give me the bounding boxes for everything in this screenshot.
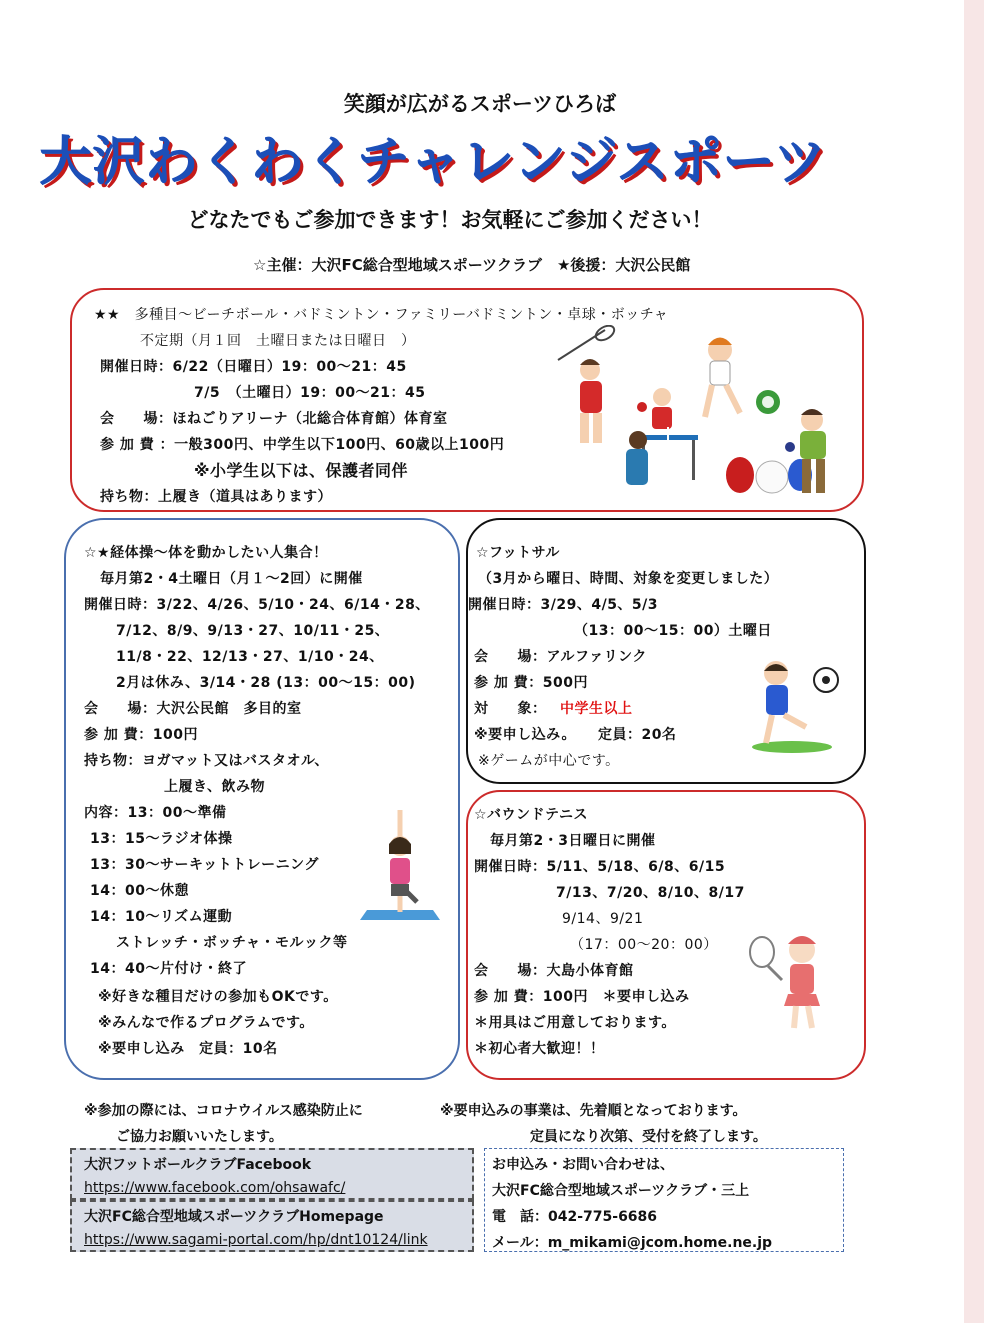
- exercise-belongings: 持ち物：ヨガマット又はバスタオル、: [84, 753, 329, 769]
- tennis-welcome: ＊初心者大歓迎！！: [474, 1041, 605, 1057]
- multi-sport-fee: 参 加 費 ：一般300円、中学生以下100円、60歳以上100円: [100, 437, 505, 453]
- side-strip: [964, 0, 984, 1323]
- note-covid-1: ※参加の際には、コロナウイルス感染防止に: [84, 1103, 363, 1119]
- exercise-dates3: 11/8・22、12/13・27、1/10・24、: [116, 649, 384, 665]
- futsal-time: （13：00～15：00）土曜日: [574, 623, 772, 639]
- exercise-dates4: 2月は休み、3/14・28 (13：00～15：00): [116, 675, 416, 691]
- futsal-capacity: ※要申し込み。 定員：20名: [474, 727, 677, 743]
- note-covid-2: ご協力お願いいたします。: [116, 1129, 283, 1145]
- exercise-schedule5: ストレッチ・ボッチャ・モルック等: [116, 935, 348, 951]
- futsal-illustration: [742, 655, 846, 755]
- sports-illustration: [550, 325, 850, 500]
- note-first-come-1: ※要申込みの事業は、先着順となっております。: [440, 1103, 747, 1119]
- futsal-dates: 開催日時：3/29、4/5、5/3: [468, 597, 659, 613]
- tennis-time: （17：00～20：00）: [570, 937, 718, 953]
- exercise-frequency: 毎月第2・4土曜日（月１～2回）に開催: [100, 571, 363, 587]
- exercise-schedule4: 14：10～リズム運動: [90, 909, 233, 925]
- multi-sport-belongings: 持ち物：上履き（道具はあります）: [100, 489, 332, 505]
- futsal-fee: 参 加 費：500円: [474, 675, 588, 691]
- futsal-target-label: 対 象：: [474, 701, 547, 717]
- tennis-illustration: [744, 922, 840, 1034]
- page-subtitle: 笑顔が広がるスポーツひろば: [343, 92, 617, 116]
- homepage-link[interactable]: https://www.sagami-portal.com/hp/dnt10124/link: [84, 1232, 428, 1248]
- tennis-dates3: 9/14、9/21: [562, 911, 644, 927]
- exercise-schedule3: 14：00～休憩: [90, 883, 189, 899]
- homepage-label: 大沢FC総合型地域スポーツクラブHomepage: [84, 1209, 384, 1225]
- tennis-fee: 参 加 費：100円 ＊要申し込み: [474, 989, 690, 1005]
- multi-sport-note: ※小学生以下は、保護者同伴: [194, 461, 409, 480]
- contact-email: メール：m_mikami@jcom.home.ne.jp: [492, 1235, 773, 1251]
- contact-intro: お申込み・お問い合わせは、: [492, 1157, 674, 1173]
- exercise-note3: ※要申し込み 定員：10名: [98, 1041, 278, 1057]
- exercise-schedule2: 13：30～サーキットトレーニング: [90, 857, 319, 873]
- multi-sport-schedule-type: 不定期（月１回 土曜日または日曜日 ）: [140, 333, 416, 349]
- exercise-venue: 会 場：大沢公民館 多目的室: [84, 701, 302, 717]
- facebook-label: 大沢フットボールクラブFacebook: [84, 1157, 312, 1173]
- tennis-equipment: ＊用具はご用意しております。: [474, 1015, 676, 1031]
- sponsor-line: ☆主催：大沢FC総合型地域スポーツクラブ ★後援：大沢公民館: [253, 256, 691, 274]
- futsal-heading: ☆フットサル: [476, 545, 560, 561]
- tennis-venue: 会 場：大島小体育館: [474, 963, 634, 979]
- tagline: どなたでもご参加できます！お気軽にご参加ください！: [187, 208, 713, 232]
- contact-phone: 電 話：042-775-6686: [492, 1209, 658, 1225]
- exercise-fee: 参 加 費：100円: [84, 727, 198, 743]
- page-title: 大沢わくわくチャレンジスポーツ: [40, 133, 828, 193]
- futsal-venue: 会 場：アルファリンク: [474, 649, 647, 665]
- exercise-content: 内容：13：00～準備: [84, 805, 227, 821]
- futsal-change-note: （3月から曜日、時間、対象を変更しました）: [478, 571, 779, 587]
- exercise-heading: ☆★経体操～体を動かしたい人集合！: [84, 545, 328, 561]
- exercise-belongings2: 上履き、飲み物: [164, 779, 265, 795]
- multi-sport-date1: 開催日時：6/22（日曜日）19：00～21：45: [100, 359, 407, 375]
- multi-sport-venue: 会 場：ほねごりアリーナ（北総合体育館）体育室: [100, 411, 448, 427]
- exercise-dates1: 開催日時：3/22、4/26、5/10・24、6/14・28、: [84, 597, 430, 613]
- tennis-dates2: 7/13、7/20、8/10、8/17: [556, 885, 745, 901]
- futsal-target-value: 中学生以上: [560, 701, 633, 717]
- multi-sport-heading: ★★ 多種目～ビーチボール・バドミントン・ファミリーバドミントン・卓球・ボッチャ: [94, 307, 669, 323]
- facebook-link[interactable]: https://www.facebook.com/ohsawafc/: [84, 1180, 346, 1196]
- exercise-note2: ※みんなで作るプログラムです。: [98, 1015, 314, 1031]
- contact-organization: 大沢FC総合型地域スポーツクラブ・三上: [492, 1183, 750, 1199]
- futsal-note: ※ゲームが中心です。: [478, 753, 620, 769]
- exercise-dates2: 7/12、8/9、9/13・27、10/11・25、: [116, 623, 390, 639]
- tennis-frequency: 毎月第2・3日曜日に開催: [490, 833, 656, 849]
- exercise-note1: ※好きな種目だけの参加もOKです。: [98, 989, 338, 1005]
- multi-sport-date2: 7/5 （土曜日）19：00～21：45: [194, 385, 426, 401]
- tennis-dates1: 開催日時：5/11、5/18、6/8、6/15: [474, 859, 726, 875]
- exercise-schedule6: 14：40～片付け・終了: [90, 961, 247, 977]
- yoga-illustration: [355, 808, 445, 926]
- note-first-come-2: 定員になり次第、受付を終了します。: [530, 1129, 767, 1145]
- tennis-heading: ☆バウンドテニス: [474, 807, 588, 823]
- exercise-schedule1: 13：15～ラジオ体操: [90, 831, 233, 847]
